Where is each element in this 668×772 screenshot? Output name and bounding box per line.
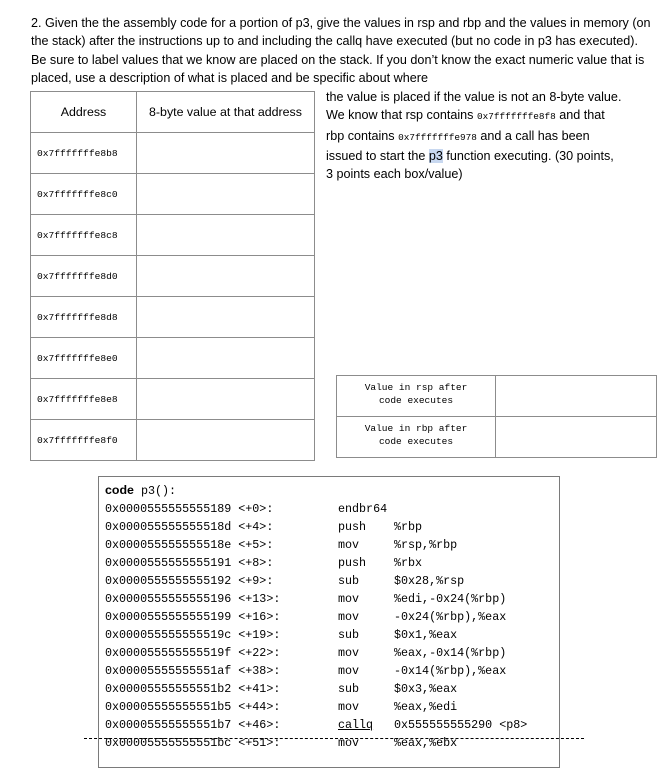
highlighted-function-name: p3: [428, 148, 443, 163]
instruction-opcode: callq: [338, 718, 374, 732]
address-cell: 0x7fffffffe8e0: [31, 338, 137, 379]
address-cell: 0x7fffffffe8c0: [31, 174, 137, 215]
instruction-address: 0x0000555555555189 <+0>:: [105, 502, 274, 516]
instruction-operands: $0x1,%eax: [394, 628, 458, 642]
table-header-row: [31, 92, 315, 133]
text-segment: function executing. (30 points,: [446, 148, 614, 163]
table-row: [31, 133, 315, 174]
address-cell: 0x7fffffffe8d8: [31, 297, 137, 338]
rsp-label-line-1: Value in rsp after: [364, 382, 468, 393]
text-segment: and that: [559, 108, 605, 123]
function-name: p3():: [140, 484, 177, 498]
value-cell[interactable]: [137, 379, 315, 420]
rbp-label-cell: [337, 417, 496, 458]
instruction-operands: $0x28,%rsp: [394, 574, 465, 588]
address-cell: 0x7fffffffe8b8: [31, 133, 137, 174]
value-cell[interactable]: [137, 256, 315, 297]
question-paragraph: 2. Given the the assembly code for a portion of p3, give the values in rsp and rbp and the values in memory (on the stack) after the instructions up to and including the callq have executed (but no code in p3 has executed). Be sure to label values that we know are placed on the stack. If you don’t know the exact numeric value that is placed, use a description of what is placed and be specific about where: [31, 16, 651, 85]
instruction-address: 0x0000555555555191 <+8>:: [105, 556, 274, 570]
instruction-address: 0x000055555555519c <+19>:: [105, 628, 281, 642]
instruction-operands: %rsp,%rbp: [394, 538, 458, 552]
value-cell[interactable]: [137, 133, 315, 174]
address-cell: 0x7fffffffe8c8: [31, 215, 137, 256]
question-line-1: the value is placed if the value is not an 8-byte value.: [326, 90, 622, 104]
table-row: [31, 215, 315, 256]
instruction-opcode: sub: [338, 574, 360, 588]
instruction-operands: 0x555555555290 <p8>: [394, 718, 528, 732]
question-line-2: [326, 106, 646, 126]
value-cell[interactable]: [137, 297, 315, 338]
table-row: [31, 379, 315, 420]
instruction-opcode: mov: [338, 700, 360, 714]
question-continuation: [326, 88, 646, 183]
value-column-header: 8-byte value at that address: [137, 92, 315, 133]
code-header-label: code: [105, 483, 134, 497]
instruction-opcode: mov: [338, 610, 360, 624]
instruction-address: 0x0000555555555192 <+9>:: [105, 574, 274, 588]
instruction-address: 0x00005555555551b5 <+44>:: [105, 700, 281, 714]
question-text: [31, 14, 651, 87]
value-cell[interactable]: [137, 215, 315, 256]
register-table: [336, 375, 657, 458]
instruction-address: 0x00005555555551b7 <+46>:: [105, 718, 281, 732]
table-row: [31, 420, 315, 461]
question-line-3: [326, 127, 646, 147]
address-cell: 0x7fffffffe8f0: [31, 420, 137, 461]
address-cell: 0x7fffffffe8e8: [31, 379, 137, 420]
instruction-opcode: sub: [338, 682, 360, 696]
execution-cutoff-line: [84, 738, 584, 739]
instruction-operands: %eax,%edi: [394, 700, 458, 714]
rbp-answer-cell[interactable]: [496, 417, 657, 458]
instruction-opcode: mov: [338, 646, 360, 660]
instruction-opcode: mov: [338, 538, 360, 552]
rsp-label-cell: [337, 376, 496, 417]
instruction-opcode: mov: [338, 592, 360, 606]
table-row: [31, 338, 315, 379]
instruction-operands: -0x14(%rbp),%eax: [394, 664, 507, 678]
instruction-operands: %edi,-0x24(%rbp): [394, 592, 507, 606]
instruction-address: 0x0000555555555199 <+16>:: [105, 610, 281, 624]
table-row: [31, 297, 315, 338]
instruction-address: 0x00005555555551af <+38>:: [105, 664, 281, 678]
rbp-label-line-2: code executes: [378, 436, 454, 447]
instruction-address: 0x00005555555551bc <+51>:: [105, 736, 281, 750]
instruction-opcode: mov: [338, 736, 360, 750]
rsp-row: [337, 376, 657, 417]
instruction-operands: $0x3,%eax: [394, 682, 458, 696]
instruction-operands: %eax,-0x14(%rbp): [394, 646, 507, 660]
instruction-operands: %rbx: [394, 556, 423, 570]
instruction-address: 0x000055555555518d <+4>:: [105, 520, 274, 534]
text-segment: and a call has been: [480, 128, 590, 143]
rbp-row: [337, 417, 657, 458]
instruction-opcode: push: [338, 556, 367, 570]
instruction-opcode: endbr64: [338, 502, 388, 516]
instruction-opcode: mov: [338, 664, 360, 678]
text-segment: We know that rsp contains: [326, 108, 474, 123]
instruction-address: 0x000055555555519f <+22>:: [105, 646, 281, 660]
instruction-opcode: sub: [338, 628, 360, 642]
instruction-opcode: push: [338, 520, 367, 534]
instruction-address: 0x0000555555555196 <+13>:: [105, 592, 281, 606]
question-line-4: [326, 147, 646, 165]
instruction-address: 0x000055555555518e <+5>:: [105, 538, 274, 552]
rbp-initial-value: 0x7fffffffe978: [398, 131, 477, 143]
address-cell: 0x7fffffffe8d0: [31, 256, 137, 297]
rsp-label-line-2: code executes: [378, 395, 454, 406]
value-cell[interactable]: [137, 174, 315, 215]
rbp-label-line-1: Value in rbp after: [364, 423, 468, 434]
table-row: [31, 256, 315, 297]
instruction-operands: -0x24(%rbp),%eax: [394, 610, 507, 624]
stack-memory-table: [30, 91, 315, 461]
question-line-5: 3 points each box/value): [326, 167, 463, 182]
code-header: [105, 483, 176, 498]
text-segment: rbp contains: [326, 128, 395, 143]
assembly-code-box: [98, 476, 560, 768]
rsp-initial-value: 0x7fffffffe8f8: [476, 111, 556, 123]
rsp-answer-cell[interactable]: [496, 376, 657, 417]
instruction-operands: %eax,%ebx: [394, 736, 458, 750]
text-segment: issued to start the: [326, 148, 426, 163]
instruction-operands: %rbp: [394, 520, 423, 534]
table-row: [31, 174, 315, 215]
address-column-header: Address: [31, 92, 137, 133]
value-cell[interactable]: [137, 420, 315, 461]
instruction-address: 0x00005555555551b2 <+41>:: [105, 682, 281, 696]
value-cell[interactable]: [137, 338, 315, 379]
